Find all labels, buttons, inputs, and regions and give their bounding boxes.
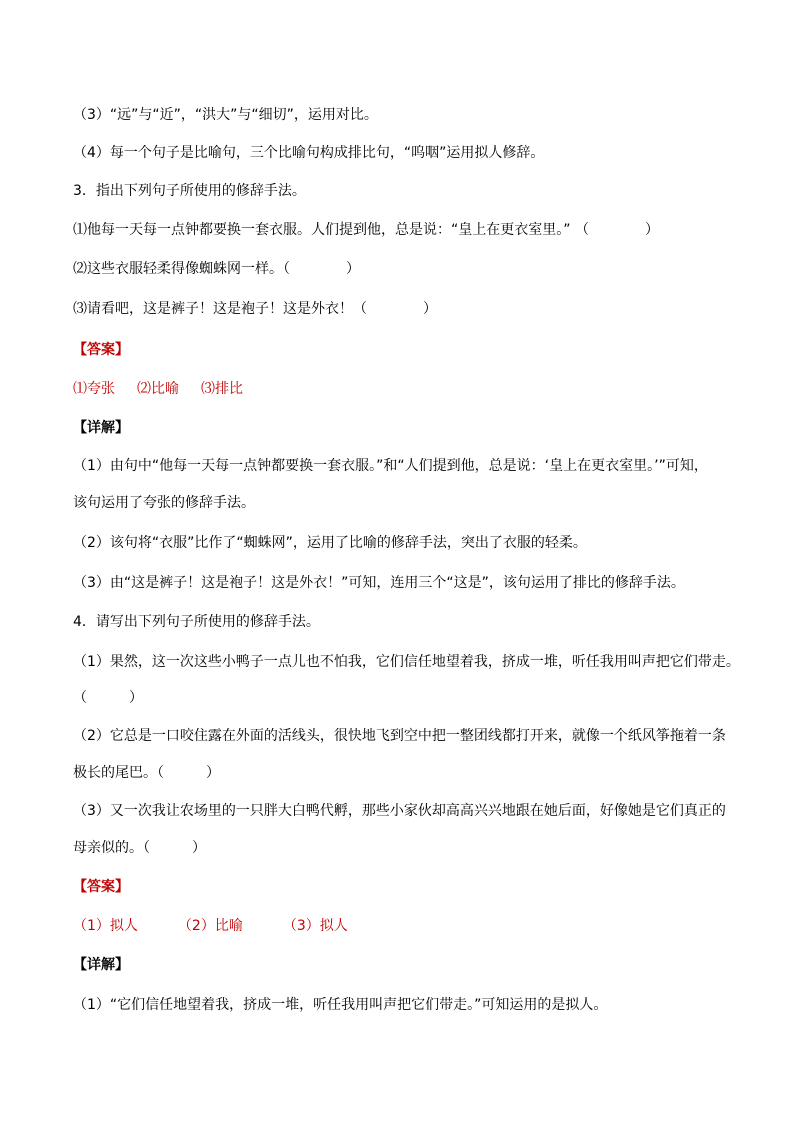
question-item: 极长的尾巴。（ ）: [73, 765, 220, 781]
question-item: （2）它总是一口咬住露在外面的活线头，很快地飞到空中把一整团线都打开来，就像一个纸风筝拖着一条: [73, 728, 726, 744]
answer-item: （3）拟人: [282, 918, 348, 934]
answer-item: （2）比喻: [177, 918, 243, 934]
question-item: ⑵这些衣服轻柔得像蜘蛛网一样。（ ）: [73, 261, 360, 277]
answer-item: ⑵比喻: [137, 381, 179, 397]
text-line: （2）该句将“衣服”比作了“蜘蛛网”，运用了比喻的修辞手法，突出了衣服的轻柔。: [73, 535, 587, 551]
answer-row: [73, 916, 733, 936]
answer-row: [73, 379, 733, 399]
question-item: （1）果然，这一次这些小鸭子一点儿也不怕我，它们信任地望着我，挤成一堆，听任我用叫声把它们带走。: [73, 654, 740, 670]
question-heading: 4．请写出下列句子所使用的修辞手法。: [73, 614, 320, 630]
answer-item: （1）拟人: [73, 918, 138, 934]
text-line: （1）由句中“他每一天每一点钟都要换一套衣服。”和“人们提到他，总是说：‘皇上在更衣室里。’”可知，: [73, 458, 708, 474]
answer-label: 【答案】: [73, 879, 129, 895]
question-item: ⑶请看吧，这是裤子！这是袍子！这是外衣！（ ）: [73, 301, 437, 317]
question-item: （ ）: [73, 690, 143, 706]
text-line: （3）“远”与“近”，“洪大”与“细切”，运用对比。: [73, 107, 378, 123]
answer-item: ⑶排比: [201, 381, 243, 397]
answer-label: 【答案】: [73, 342, 129, 358]
answer-item: ⑴夸张: [73, 381, 115, 397]
text-line: （3）由“这是裤子！这是袍子！这是外衣！”可知，连用三个“这是”，该句运用了排比的修辞手法。: [73, 575, 685, 591]
question-heading: 3．指出下列句子所使用的修辞手法。: [73, 183, 306, 199]
detail-label: 【详解】: [73, 420, 129, 436]
question-item: 母亲似的。（ ）: [73, 840, 206, 856]
question-item: ⑴他每一天每一点钟都要换一套衣服。人们提到他，总是说：“皇上在更衣室里。” （ ）: [73, 222, 659, 238]
question-item: （3）又一次我让农场里的一只胖大白鸭代孵，那些小家伙却高高兴兴地跟在她后面，好像她是它们真正的: [73, 803, 726, 819]
text-line: （1）“它们信任地望着我，挤成一堆，听任我用叫声把它们带走。”可知运用的是拟人。: [73, 997, 608, 1013]
text-line: 该句运用了夸张的修辞手法。: [73, 495, 255, 511]
detail-label: 【详解】: [73, 957, 129, 973]
text-line: （4）每一个句子是比喻句，三个比喻句构成排比句，“呜咽”运用拟人修辞。: [73, 145, 545, 161]
